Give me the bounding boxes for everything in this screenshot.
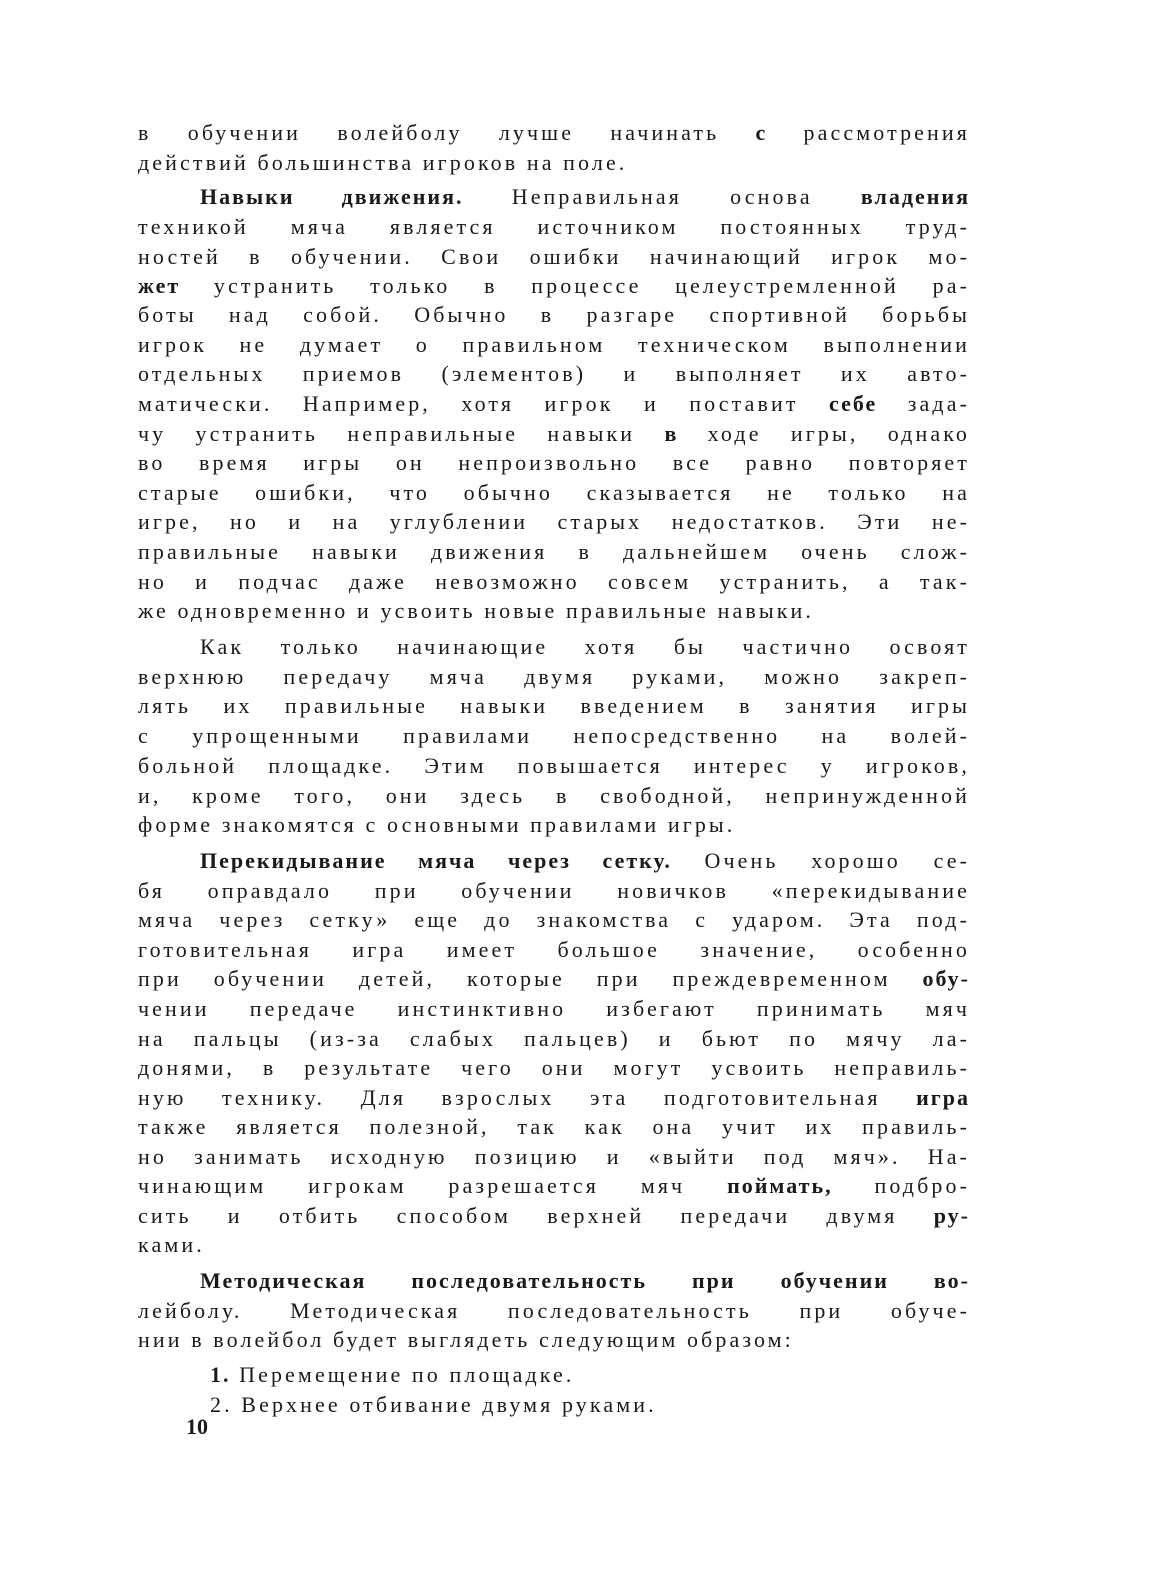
text-line: [138, 212, 970, 242]
bold-text: с: [755, 120, 768, 145]
text-line: [138, 596, 970, 626]
bold-text: игра: [916, 1085, 970, 1110]
text-line: [138, 271, 970, 301]
text-line: [138, 1083, 970, 1113]
text-line: [138, 1201, 970, 1231]
text-segment: чении передаче инстинктивно избегают принимать мяч: [138, 996, 970, 1021]
bold-text: ру-: [933, 1203, 970, 1228]
text-line: [138, 300, 970, 330]
text-line: [138, 118, 970, 148]
text-line: [138, 419, 970, 449]
text-line: [210, 1360, 970, 1390]
text-segment: но и подчас даже невозможно совсем устранить, а так-: [138, 569, 970, 594]
text-segment: игрок не думает о правильном техническом выполнении: [138, 332, 970, 357]
bold-text: 1.: [210, 1362, 231, 1387]
text-segment: игре, но и на углублении старых недостатков. Эти не-: [138, 509, 970, 534]
text-line: [138, 876, 970, 906]
text-line: [138, 964, 970, 994]
text-line: [138, 242, 970, 272]
text-segment: донями, в результате чего они могут усвоить неправиль-: [138, 1055, 970, 1080]
text-segment: также является полезной, так как она учит их правиль-: [138, 1114, 970, 1139]
text-segment: форме знакомятся с основными правилами игры.: [138, 812, 736, 837]
text-segment: чинающим игрокам разрешается мяч: [138, 1173, 728, 1198]
text-segment: готовительная игра имеет большое значение, особенно: [138, 937, 970, 962]
bold-text: поймать,: [727, 1173, 833, 1198]
text-line: [200, 846, 970, 876]
text-segment: ностей в обучении. Свои ошибки начинающий игрок мо-: [138, 244, 970, 269]
text-line: [138, 478, 970, 508]
text-line: [210, 1390, 970, 1420]
text-segment: лять их правильные навыки введением в занятия игры: [138, 693, 970, 718]
text-segment: действий большинства игроков на поле.: [138, 150, 628, 175]
bold-text: себе: [829, 391, 878, 416]
text-line: [200, 1266, 970, 1296]
text-segment: матически. Например, хотя игрок и поставит: [138, 391, 830, 416]
text-segment: Перемещение по площадке.: [230, 1362, 575, 1387]
text-line: [138, 1053, 970, 1083]
text-segment: ходе игры, однако: [678, 421, 970, 446]
text-segment: ками.: [138, 1232, 205, 1257]
text-line: [200, 632, 970, 662]
text-line: [138, 448, 970, 478]
text-segment: Неправильная основа: [463, 184, 861, 209]
text-line: [138, 662, 970, 692]
text-line: [138, 1296, 970, 1326]
text-line: [138, 567, 970, 597]
text-segment: больной площадке. Этим повышается интерес у игроков,: [138, 753, 970, 778]
text-segment: Очень хорошо се-: [671, 848, 970, 873]
text-segment: чу устранить неправильные навыки: [138, 421, 665, 446]
text-line: [200, 182, 970, 212]
text-segment: старые ошибки, что обычно сказывается не только на: [138, 480, 970, 505]
text-segment: подбро-: [832, 1173, 971, 1198]
text-segment: мяча через сетку» еще до знакомства с ударом. Эта под-: [138, 907, 970, 932]
text-segment: с упрощенными правилами непосредственно на волей-: [138, 723, 970, 748]
text-segment: верхнюю передачу мяча двумя руками, можно закреп-: [138, 664, 970, 689]
text-line: [138, 330, 970, 360]
text-line: [138, 507, 970, 537]
text-segment: рассмотрения: [767, 120, 971, 145]
text-segment: устранить только в процессе целеустремленной ра-: [180, 273, 970, 298]
text-segment: бя оправдало при обучении новичков «перекидывание: [138, 878, 970, 903]
bold-text: владения: [860, 184, 970, 209]
bold-text: обу-: [922, 966, 970, 991]
text-line: [138, 359, 970, 389]
text-segment: зада-: [877, 391, 970, 416]
text-segment: боты над собой. Обычно в разгаре спортивной борьбы: [138, 302, 970, 327]
text-line: [138, 1024, 970, 1054]
text-segment: 2. Верхнее отбивание двумя руками.: [210, 1392, 657, 1417]
text-line: [138, 810, 970, 840]
text-segment: Как только начинающие хотя бы частично освоят: [200, 634, 970, 659]
text-line: [138, 148, 970, 178]
text-segment: лейболу. Методическая последовательность при обуче-: [138, 1298, 970, 1323]
text-line: [138, 721, 970, 751]
text-segment: нии в волейбол будет выглядеть следующим образом:: [138, 1327, 794, 1352]
text-segment: и, кроме того, они здесь в свободной, непринужденной: [138, 783, 970, 808]
text-line: [138, 691, 970, 721]
text-line: [138, 994, 970, 1024]
page-number: 10: [186, 1414, 208, 1439]
text-segment: техникой мяча является источником постоянных труд-: [138, 214, 970, 239]
text-line: [138, 1325, 970, 1355]
text-segment: но занимать исходную позицию и «выйти под мяч». На-: [138, 1144, 970, 1169]
text-segment: же одновременно и усвоить новые правильные навыки.: [138, 598, 814, 623]
text-line: [138, 1171, 970, 1201]
text-segment: в обучении волейболу лучше начинать: [138, 120, 756, 145]
text-segment: ную технику. Для взрослых эта подготовительная: [138, 1085, 917, 1110]
text-line: [138, 751, 970, 781]
text-line: [138, 1230, 970, 1260]
text-line: [138, 935, 970, 965]
bold-text: Навыки движения.: [200, 184, 464, 209]
text-line: [138, 1112, 970, 1142]
text-line: [138, 389, 970, 419]
text-segment: на пальцы (из-за слабых пальцев) и бьют по мячу ла-: [138, 1026, 970, 1051]
bold-text: в: [664, 421, 679, 446]
bold-text: Методическая последовательность при обучении во-: [200, 1268, 970, 1293]
bold-text: жет: [138, 273, 181, 298]
bold-text: Перекидывание мяча через сетку.: [200, 848, 672, 873]
text-line: [138, 781, 970, 811]
text-segment: правильные навыки движения в дальнейшем очень слож-: [138, 539, 970, 564]
text-segment: во время игры он непроизвольно все равно повторяет: [138, 450, 970, 475]
text-segment: сить и отбить способом верхней передачи двумя: [138, 1203, 934, 1228]
text-segment: при обучении детей, которые при преждевременном: [138, 966, 923, 991]
text-line: [138, 905, 970, 935]
text-line: [138, 537, 970, 567]
text-segment: отдельных приемов (элементов) и выполняет их авто-: [138, 361, 970, 386]
text-line: [138, 1142, 970, 1172]
